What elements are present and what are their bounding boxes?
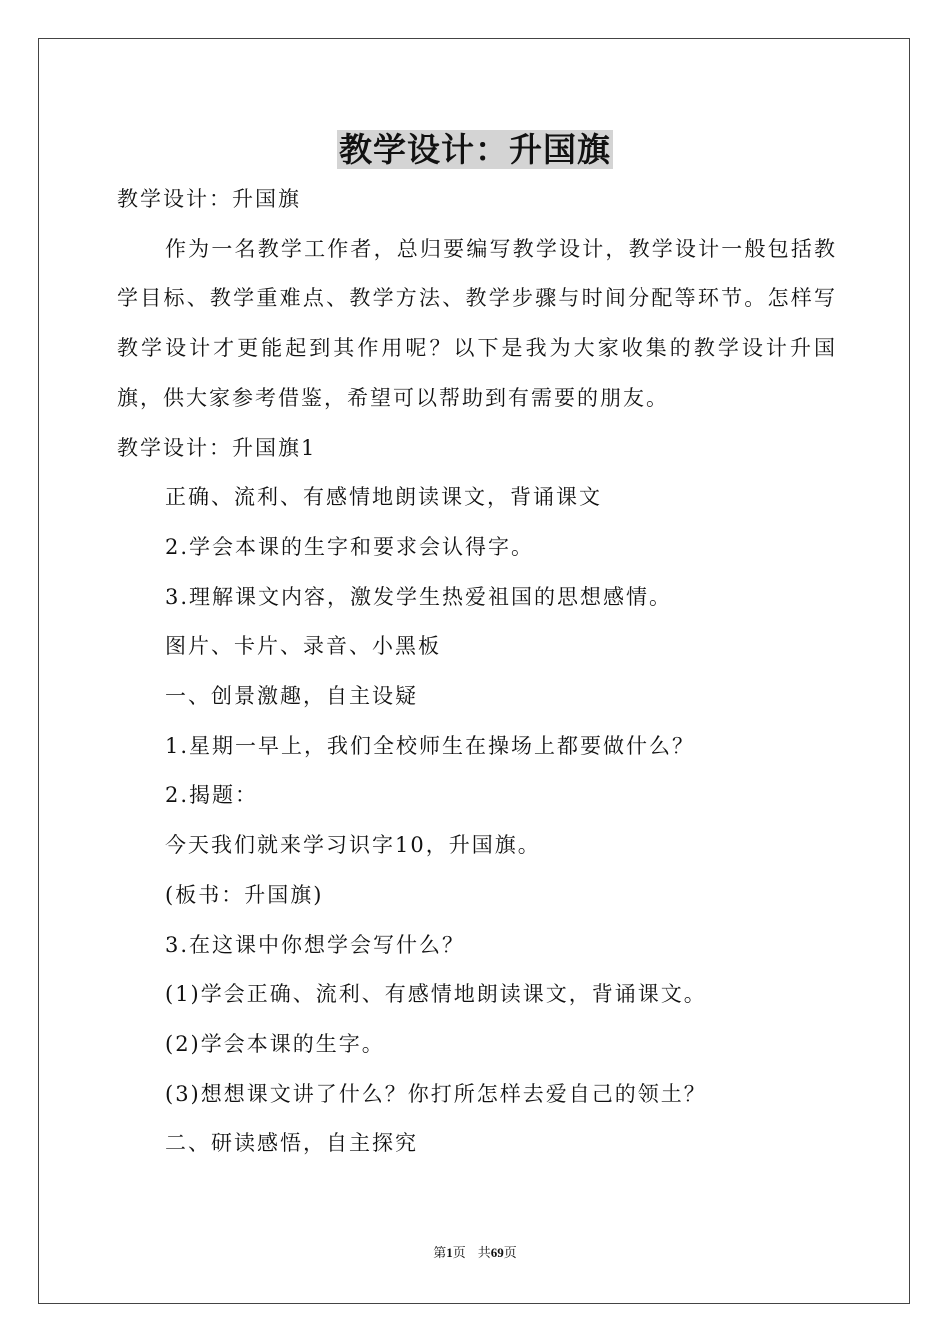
footer-page-current: 1 [446, 1245, 453, 1260]
paragraph: (板书：升国旗) [165, 882, 324, 907]
footer-total-suffix: 页 [503, 1245, 517, 1260]
paragraph: 图片、卡片、录音、小黑板 [165, 634, 441, 659]
footer-page-suffix: 页 [452, 1245, 466, 1260]
footer-page-total: 69 [490, 1245, 504, 1260]
paragraph: 教学设计：升国旗 [117, 187, 301, 211]
paragraph: 作为一名教学工作者，总归要编写教学设计，教学设计一般包括教学目标、教学重难点、教学方法、教学步骤与时间分配等环节。怎样写教学设计才更能起到其作用呢？以下是我为大家收集的教学设计升国旗，供大家参考借鉴，希望可以帮助到有需要的朋友。 [117, 236, 837, 410]
paragraph: 2.揭题： [165, 783, 259, 808]
paragraph: 一、创景激趣，自主设疑 [165, 684, 418, 709]
paragraph: 今天我们就来学习识字10，升国旗。 [165, 833, 541, 858]
paragraph: (1)学会正确、流利、有感情地朗读课文，背诵课文。 [165, 982, 707, 1007]
paragraph: (3)想想课文讲了什么？你打所怎样去爱自己的领土？ [165, 1081, 707, 1106]
document-title-text: 教学设计：升国旗 [339, 130, 611, 169]
paragraph: 1.星期一早上，我们全校师生在操场上都要做什么？ [165, 733, 696, 758]
footer-total-prefix: 共 [477, 1245, 491, 1260]
paragraph: 教学设计：升国旗1 [117, 435, 317, 460]
paragraph: 3.理解课文内容，激发学生热爱祖国的思想感情。 [165, 584, 673, 609]
document-title [0, 126, 950, 174]
paragraph: 3.在这课中你想学会写什么？ [165, 932, 466, 957]
page-footer [0, 1244, 950, 1262]
paragraph: 正确、流利、有感情地朗读课文，背诵课文 [165, 485, 602, 510]
document-body [117, 175, 837, 1169]
paragraph: 2.学会本课的生字和要求会认得字。 [165, 534, 535, 559]
footer-page-prefix: 第 [433, 1245, 447, 1260]
paragraph: 二、研读感悟，自主探究 [165, 1131, 418, 1156]
paragraph: (2)学会本课的生字。 [165, 1031, 385, 1056]
